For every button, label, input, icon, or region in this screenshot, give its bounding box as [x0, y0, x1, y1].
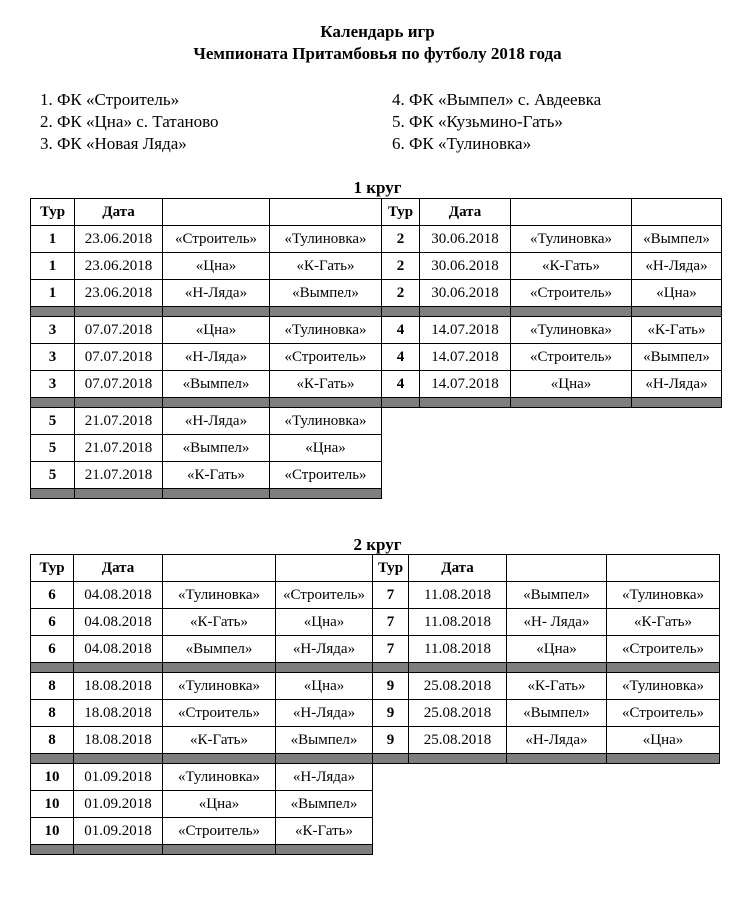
separator-cell	[420, 307, 511, 317]
match-row	[31, 344, 722, 371]
match-tour: 2	[382, 253, 420, 280]
match-tour: 5	[31, 435, 75, 462]
header-row	[31, 555, 720, 582]
empty-cell	[382, 489, 722, 499]
match-away-team: «К-Гать»	[632, 317, 722, 344]
match-home-team: «Цна»	[511, 371, 632, 398]
separator-row	[31, 845, 720, 855]
match-away-team: «Цна»	[270, 435, 382, 462]
match-tour: 4	[382, 371, 420, 398]
header-blank	[163, 199, 270, 226]
header-row	[31, 199, 722, 226]
match-home-team: «Строитель»	[511, 344, 632, 371]
match-row	[31, 317, 722, 344]
match-row	[31, 764, 720, 791]
match-tour: 8	[31, 727, 74, 754]
separator-cell	[31, 489, 75, 499]
separator-cell	[31, 754, 74, 764]
match-tour: 6	[31, 582, 74, 609]
match-home-team: «Вымпел»	[163, 435, 270, 462]
match-date: 14.07.2018	[420, 317, 511, 344]
match-date: 11.08.2018	[409, 582, 507, 609]
match-date: 11.08.2018	[409, 609, 507, 636]
match-date: 04.08.2018	[74, 582, 163, 609]
match-away-team: «Тулиновка»	[270, 317, 382, 344]
match-away-team: «К-Гать»	[276, 818, 373, 845]
match-tour: 3	[31, 371, 75, 398]
separator-cell	[507, 754, 607, 764]
match-away-team: «Строитель»	[276, 582, 373, 609]
separator-cell	[373, 754, 409, 764]
match-tour: 3	[31, 317, 75, 344]
match-date: 07.07.2018	[75, 344, 163, 371]
match-away-team: «Н-Ляда»	[276, 700, 373, 727]
match-away-team: «Цна»	[607, 727, 720, 754]
match-date: 30.06.2018	[420, 226, 511, 253]
match-tour: 9	[373, 700, 409, 727]
separator-row	[31, 754, 720, 764]
separator-cell	[163, 754, 276, 764]
separator-cell	[409, 663, 507, 673]
header-tour: Тур	[31, 555, 74, 582]
separator-cell	[74, 845, 163, 855]
separator-cell	[607, 754, 720, 764]
match-row	[31, 636, 720, 663]
round-1-title: 1 круг	[353, 178, 402, 197]
match-row	[31, 673, 720, 700]
match-row	[31, 462, 722, 489]
empty-cell	[373, 764, 720, 791]
match-tour: 8	[31, 673, 74, 700]
match-date: 04.08.2018	[74, 636, 163, 663]
match-date: 18.08.2018	[74, 700, 163, 727]
match-row	[31, 226, 722, 253]
header-blank	[511, 199, 632, 226]
match-tour: 5	[31, 408, 75, 435]
match-date: 30.06.2018	[420, 253, 511, 280]
round-2-schedule-table	[30, 554, 720, 855]
match-away-team: «Строитель»	[270, 462, 382, 489]
separator-cell	[74, 663, 163, 673]
match-home-team: «Тулиновка»	[511, 226, 632, 253]
separator-cell	[31, 398, 75, 408]
team-list-item: 6. ФК «Тулиновка»	[392, 134, 532, 153]
separator-cell	[607, 663, 720, 673]
match-date: 04.08.2018	[74, 609, 163, 636]
team-list-item: 4. ФК «Вымпел» с. Авдеевка	[392, 90, 602, 109]
match-date: 11.08.2018	[409, 636, 507, 663]
header-date: Дата	[75, 199, 163, 226]
match-date: 18.08.2018	[74, 727, 163, 754]
header-date: Дата	[74, 555, 163, 582]
separator-row	[31, 489, 722, 499]
match-home-team: «Н- Ляда»	[507, 609, 607, 636]
match-date: 30.06.2018	[420, 280, 511, 307]
round-1-schedule-table	[30, 198, 722, 499]
separator-cell	[276, 845, 373, 855]
match-home-team: «Строитель»	[163, 226, 270, 253]
header-blank	[607, 555, 720, 582]
separator-cell	[270, 489, 382, 499]
match-row	[31, 253, 722, 280]
match-away-team: «Цна»	[276, 609, 373, 636]
header-blank	[276, 555, 373, 582]
header-blank	[270, 199, 382, 226]
match-away-team: «Вымпел»	[632, 226, 722, 253]
match-home-team: «К-Гать»	[163, 462, 270, 489]
match-away-team: «Н-Ляда»	[632, 253, 722, 280]
match-tour: 7	[373, 636, 409, 663]
empty-cell	[382, 462, 722, 489]
match-away-team: «Вымпел»	[270, 280, 382, 307]
separator-cell	[511, 398, 632, 408]
separator-cell	[31, 307, 75, 317]
match-date: 23.06.2018	[75, 253, 163, 280]
match-tour: 4	[382, 344, 420, 371]
separator-cell	[163, 845, 276, 855]
match-row	[31, 582, 720, 609]
match-tour: 1	[31, 253, 75, 280]
match-date: 21.07.2018	[75, 408, 163, 435]
match-tour: 9	[373, 727, 409, 754]
match-home-team: «К-Гать»	[511, 253, 632, 280]
separator-cell	[75, 307, 163, 317]
empty-cell	[373, 818, 720, 845]
empty-cell	[382, 435, 722, 462]
separator-cell	[420, 398, 511, 408]
match-row	[31, 408, 722, 435]
header-date: Дата	[409, 555, 507, 582]
match-away-team: «К-Гать»	[270, 371, 382, 398]
empty-cell	[373, 845, 720, 855]
match-row	[31, 700, 720, 727]
match-home-team: «Цна»	[163, 791, 276, 818]
match-date: 25.08.2018	[409, 700, 507, 727]
match-date: 23.06.2018	[75, 226, 163, 253]
match-away-team: «Вымпел»	[276, 727, 373, 754]
match-home-team: «Цна»	[163, 253, 270, 280]
match-home-team: «К-Гать»	[163, 609, 276, 636]
match-home-team: «Н-Ляда»	[507, 727, 607, 754]
separator-cell	[270, 307, 382, 317]
match-tour: 6	[31, 636, 74, 663]
empty-cell	[382, 408, 722, 435]
match-away-team: «Тулиновка»	[270, 226, 382, 253]
match-tour: 7	[373, 582, 409, 609]
separator-cell	[382, 398, 420, 408]
separator-cell	[270, 398, 382, 408]
match-away-team: «Тулиновка»	[270, 408, 382, 435]
header-blank	[632, 199, 722, 226]
match-away-team: «Строитель»	[270, 344, 382, 371]
header-blank	[163, 555, 276, 582]
match-date: 25.08.2018	[409, 727, 507, 754]
separator-row	[31, 307, 722, 317]
separator-cell	[373, 663, 409, 673]
team-list-item: 3. ФК «Новая Ляда»	[40, 134, 187, 153]
match-away-team: «Тулиновка»	[607, 582, 720, 609]
match-date: 18.08.2018	[74, 673, 163, 700]
match-row	[31, 727, 720, 754]
separator-cell	[511, 307, 632, 317]
match-away-team: «Строитель»	[607, 700, 720, 727]
match-tour: 8	[31, 700, 74, 727]
match-away-team: «Н-Ляда»	[276, 764, 373, 791]
header-tour: Тур	[31, 199, 75, 226]
match-date: 14.07.2018	[420, 344, 511, 371]
match-home-team: «Тулиновка»	[511, 317, 632, 344]
match-away-team: «Цна»	[632, 280, 722, 307]
match-away-team: «Н-Ляда»	[632, 371, 722, 398]
match-tour: 2	[382, 280, 420, 307]
match-home-team: «Н-Ляда»	[163, 344, 270, 371]
match-row	[31, 371, 722, 398]
match-home-team: «Н-Ляда»	[163, 280, 270, 307]
separator-cell	[31, 845, 74, 855]
separator-cell	[163, 663, 276, 673]
match-tour: 4	[382, 317, 420, 344]
separator-cell	[632, 307, 722, 317]
match-row	[31, 609, 720, 636]
match-tour: 3	[31, 344, 75, 371]
separator-cell	[163, 307, 270, 317]
document-title: Календарь игр	[320, 22, 435, 41]
match-date: 01.09.2018	[74, 764, 163, 791]
separator-cell	[31, 663, 74, 673]
match-away-team: «Вымпел»	[632, 344, 722, 371]
match-tour: 9	[373, 673, 409, 700]
match-tour: 2	[382, 226, 420, 253]
match-tour: 1	[31, 226, 75, 253]
match-date: 07.07.2018	[75, 371, 163, 398]
header-tour: Тур	[382, 199, 420, 226]
empty-cell	[373, 791, 720, 818]
match-date: 21.07.2018	[75, 462, 163, 489]
match-date: 07.07.2018	[75, 317, 163, 344]
match-tour: 7	[373, 609, 409, 636]
match-home-team: «Н-Ляда»	[163, 408, 270, 435]
match-row	[31, 435, 722, 462]
match-away-team: «К-Гать»	[607, 609, 720, 636]
match-date: 01.09.2018	[74, 818, 163, 845]
match-tour: 5	[31, 462, 75, 489]
match-away-team: «Цна»	[276, 673, 373, 700]
separator-cell	[276, 754, 373, 764]
match-date: 14.07.2018	[420, 371, 511, 398]
header-date: Дата	[420, 199, 511, 226]
team-list-item: 5. ФК «Кузьмино-Гать»	[392, 112, 563, 131]
match-home-team: «Вымпел»	[507, 582, 607, 609]
match-row	[31, 791, 720, 818]
match-date: 23.06.2018	[75, 280, 163, 307]
team-list-item: 1. ФК «Строитель»	[40, 90, 180, 109]
match-home-team: «Тулиновка»	[163, 764, 276, 791]
header-blank	[507, 555, 607, 582]
separator-cell	[507, 663, 607, 673]
match-row	[31, 818, 720, 845]
match-tour: 10	[31, 818, 74, 845]
separator-cell	[382, 307, 420, 317]
match-away-team: «К-Гать»	[270, 253, 382, 280]
separator-cell	[74, 754, 163, 764]
match-home-team: «Вымпел»	[507, 700, 607, 727]
separator-cell	[75, 489, 163, 499]
match-home-team: «Вымпел»	[163, 371, 270, 398]
match-away-team: «Вымпел»	[276, 791, 373, 818]
match-tour: 10	[31, 791, 74, 818]
match-home-team: «Цна»	[507, 636, 607, 663]
match-tour: 1	[31, 280, 75, 307]
match-home-team: «Цна»	[163, 317, 270, 344]
document-subtitle: Чемпионата Притамбовья по футболу 2018 года	[193, 44, 562, 63]
separator-row	[31, 663, 720, 673]
match-tour: 10	[31, 764, 74, 791]
match-tour: 6	[31, 609, 74, 636]
match-date: 25.08.2018	[409, 673, 507, 700]
separator-row	[31, 398, 722, 408]
match-home-team: «К-Гать»	[163, 727, 276, 754]
match-away-team: «Строитель»	[607, 636, 720, 663]
match-date: 21.07.2018	[75, 435, 163, 462]
separator-cell	[276, 663, 373, 673]
header-tour: Тур	[373, 555, 409, 582]
match-away-team: «Тулиновка»	[607, 673, 720, 700]
match-home-team: «Вымпел»	[163, 636, 276, 663]
match-home-team: «Строитель»	[163, 700, 276, 727]
separator-cell	[75, 398, 163, 408]
match-date: 01.09.2018	[74, 791, 163, 818]
separator-cell	[163, 398, 270, 408]
team-list-item: 2. ФК «Цна» с. Татаново	[40, 112, 219, 131]
separator-cell	[409, 754, 507, 764]
separator-cell	[632, 398, 722, 408]
match-home-team: «К-Гать»	[507, 673, 607, 700]
round-2-title: 2 круг	[353, 535, 402, 554]
match-home-team: «Строитель»	[163, 818, 276, 845]
match-home-team: «Строитель»	[511, 280, 632, 307]
match-row	[31, 280, 722, 307]
match-home-team: «Тулиновка»	[163, 582, 276, 609]
match-away-team: «Н-Ляда»	[276, 636, 373, 663]
separator-cell	[163, 489, 270, 499]
match-home-team: «Тулиновка»	[163, 673, 276, 700]
